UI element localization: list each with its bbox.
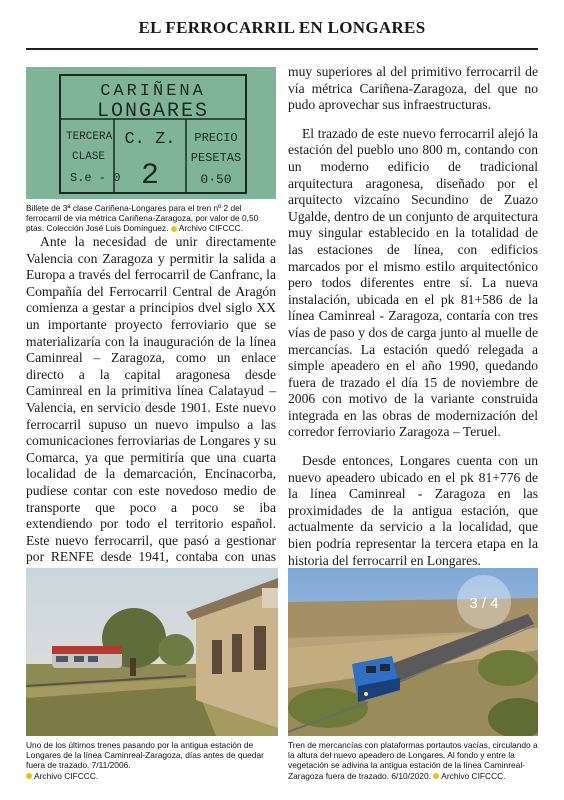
right-paragraph-continued: muy superiores al del primitivo ferrocarril de vía métrica Cariñena-Zaragoza, del que no pudo aprovechar sus infraestructuras. (288, 64, 538, 113)
right-paragraph-2: El trazado de este nuevo ferrocarril alejó la estación del pueblo uno 800 m, contando con un moderno edificio de tradicional arquitectura aragonesa, diseñado por el arquitecto vizcaíno Secundino de Zuazo Ugalde, dentro de un conjunto de arquitectura muy singular establecido en la totalidad de las estaciones de línea, con edificios marcados por el mismo estilo arquitectónico pero todos diferentes entre sí. La nueva instalación, ubicada en el pk 81+586 de la línea Caminreal - Zaragoza, contaría con tres vías de paso y dos de carga junto al muelle de mercancías. La estación quedó relegada a simple apeadero en el año 1990, quedando fuera de trazado el día 15 de noviembre de 2006 con motivo de la variante construida integrada en las obras de modernización del corredor ferroviario Zaragoza – Teruel. (288, 125, 538, 440)
photo2-caption-text: Tren de mercancías con plataformas portautos vacías, circulando a la altura del nuevo apeadero de Longares. Al fondo y entre la vegetación se adivina la antigua estación de la línea Caminreal-Zaragoza fuera de trazado. 6/10/2020. (288, 740, 538, 781)
ticket-pesetas: PESETAS (190, 151, 242, 165)
left-column (26, 234, 276, 594)
right-column (288, 64, 538, 581)
freight-train-photo (288, 568, 538, 736)
ticket-image (26, 67, 276, 199)
credit-dot-icon (26, 773, 32, 779)
ticket-cz: C. Z. (124, 130, 176, 149)
ticket-caption (26, 203, 278, 234)
credit-dot-icon (171, 226, 177, 232)
page-indicator: 3 / 4 (469, 595, 499, 612)
ticket-line1: CARIÑENA (100, 82, 206, 101)
ticket-serie: S.e - 0 (70, 171, 121, 185)
title-rule (26, 48, 538, 50)
left-paragraph: Ante la necesidad de unir directamente Valencia con Zaragoza y permitir la salida a Europa a través del ferrocarril de Canfranc, la Compañía del Ferrocarril Central de Aragón comienza a gestar a principios dvel siglo XX un importante proyecto ferroviario que se materializaría con la inauguración de la línea Caminreal – Zaragoza, como un enlace directo a la capital aragonesa desde Caminreal en la primitiva línea Calatayud – Valencia, en servicio desde 1901. Este nuevo ferrocarril supuso un nuevo impulso a las comunicaciones ferroviarias de Longares y su Comarca, ya que permitiría que una cuarta localidad de la demarcación, Encinacorba, pudiese contar con este novedoso medio de transporte que poco a poco se iba extendiendo por todo el territorio español. Este nuevo ferrocarril, que pasó a gestionar por RENFE desde 1941, contaba con unas (26, 234, 276, 565)
photo1-caption-credit: Archivo CIFCCC. (34, 770, 99, 781)
photo1-caption-text: Uno de los últimos trenes pasando por la antigua estación de Longares de la línea Caminreal-Zaragoza, días antes de quedar fuera de trazado. 7/11/2006. (26, 740, 264, 771)
ticket-price: 0·50 (200, 172, 232, 187)
credit-dot-icon (433, 773, 439, 779)
photo2-caption-credit: Archivo CIFCCC. (441, 770, 506, 781)
ticket-tercera: TERCERA (66, 131, 113, 143)
photo1-caption (26, 740, 276, 781)
ticket-number: 2 (140, 159, 160, 193)
right-paragraph-3: Desde entonces, Longares cuenta con un nuevo apeadero ubicado en el pk 81+776 de la línea Caminreal - Zaragoza en las proximidades de la antigua estación, que actualmente da servicio a la localidad, que bien podría representar la tercera etapa en la historia del ferrocarril en Longares. (288, 453, 538, 568)
ticket-caption-text: Billete de 3ª clase Cariñena-Longares para el tren nº 2 del ferrocarril de vía métrica Cariñena-Zaragoza, por valor de 0,50 ptas. Colección José Luis Domínguez. (26, 203, 259, 234)
page-title: EL FERROCARRIL EN LONGARES (138, 18, 426, 37)
ticket-caption-credit: Archivo CIFCCC. (178, 223, 243, 234)
ticket-line2: LONGARES (96, 100, 210, 123)
ticket-clase: CLASE (72, 151, 106, 163)
ticket-precio: PRECIO (194, 131, 238, 145)
old-station-photo (26, 568, 278, 736)
photo2-caption (288, 740, 538, 781)
